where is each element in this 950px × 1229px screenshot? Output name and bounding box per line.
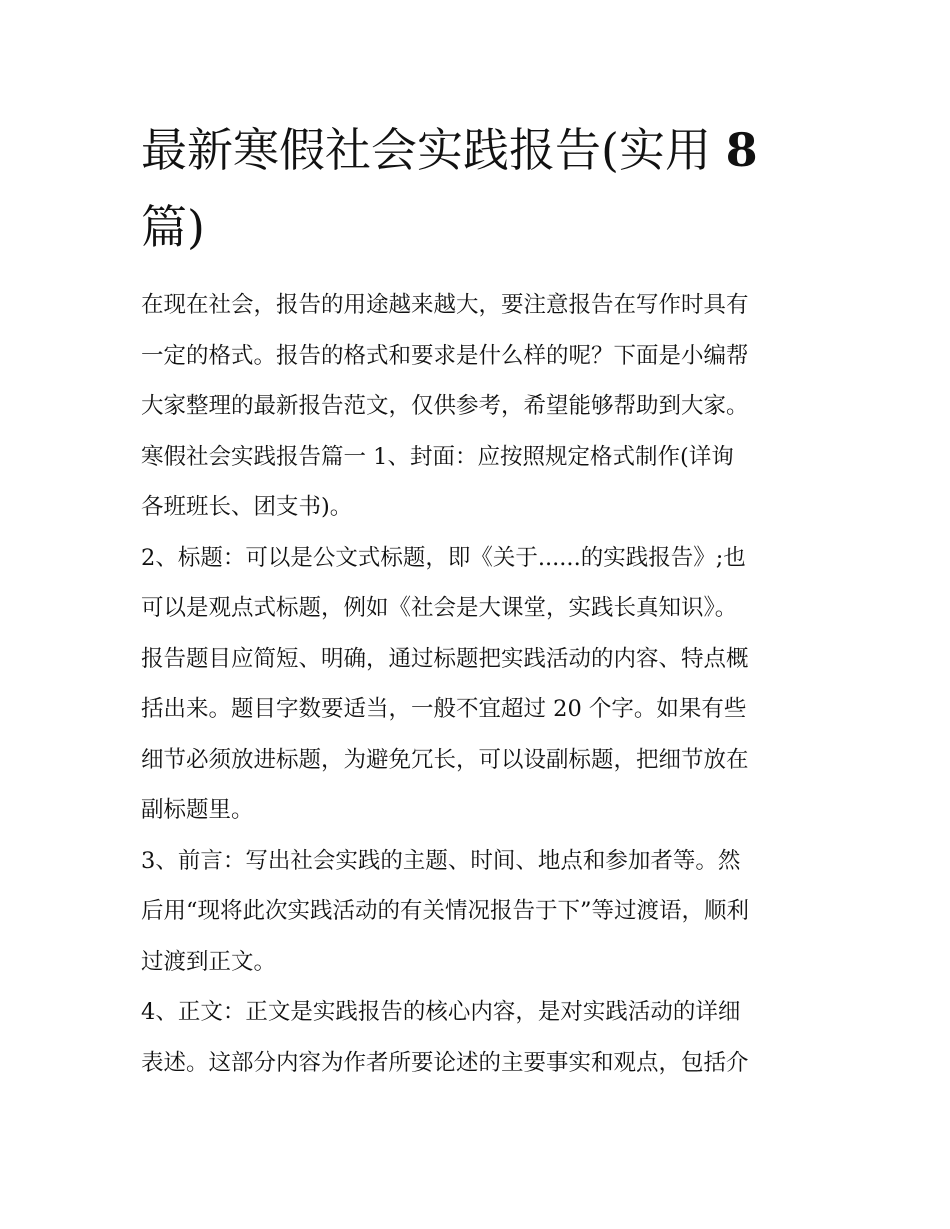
body-line-14: 过渡到正文。 <box>141 948 277 975</box>
document-body <box>141 280 813 1088</box>
body-line-13: 后用“现将此次实践活动的有关情况报告于下”等过渡语，顺利 <box>141 898 750 924</box>
document-title <box>141 112 813 266</box>
title-text: 最新寒假社会实践报告(实用 <box>141 123 726 177</box>
body-line-12: 3、前言：写出社会实践的主题、时间、地点和参加者等。然 <box>141 847 741 874</box>
body-line-7: 可以是观点式标题，例如《社会是大课堂，实践长真知识》。 <box>141 595 738 621</box>
body-line-9: 括出来。题目字数要适当，一般不宜超过 20 个字。如果有些 <box>141 696 747 722</box>
body-line-8: 报告题目应简短、明确，通过标题把实践活动的内容、特点概 <box>141 645 749 672</box>
body-line-11: 副标题里。 <box>141 797 254 823</box>
body-line-5: 各班班长、团支书)。 <box>141 494 353 520</box>
body-line-10: 细节必须放进标题，为避免冗长，可以设副标题，把细节放在 <box>141 746 749 773</box>
document-page <box>141 112 813 1088</box>
title-text-continued: 篇) <box>141 200 205 254</box>
body-line-3: 大家整理的最新报告范文，仅供参考，希望能够帮助到大家。 <box>141 393 749 419</box>
body-line-2: 一定的格式。报告的格式和要求是什么样的呢？下面是小编帮 <box>141 342 749 369</box>
body-line-16: 表述。这部分内容为作者所要论述的主要事实和观点，包括介 <box>141 1049 749 1076</box>
body-line-1: 在现在社会，报告的用途越来越大，要注意报告在写作时具有 <box>141 292 749 318</box>
body-line-15: 4、正文：正文是实践报告的核心内容，是对实践活动的详细 <box>141 999 741 1025</box>
title-number: 8 <box>725 123 758 177</box>
body-line-6: 2、标题：可以是公文式标题，即《关于......的实践报告》;也 <box>141 544 746 571</box>
body-line-4: 寒假社会实践报告篇一 1、封面：应按照规定格式制作(详询 <box>141 443 734 470</box>
